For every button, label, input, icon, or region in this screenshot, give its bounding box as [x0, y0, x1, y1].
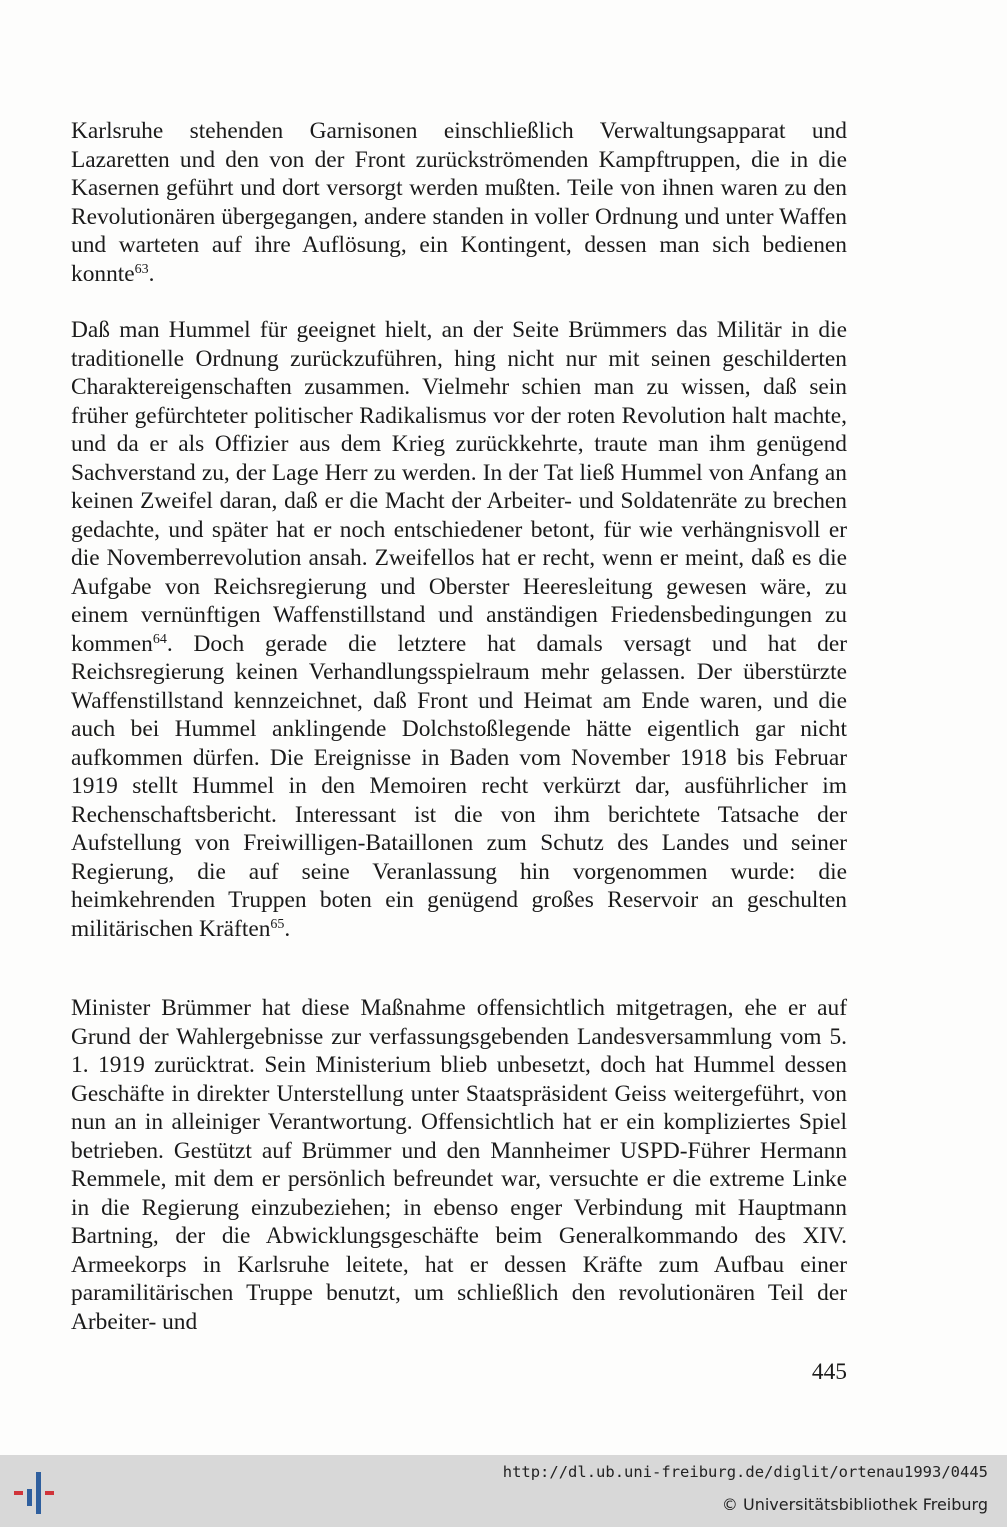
copyright-notice: © Universitätsbibliothek Freiburg	[721, 1495, 988, 1514]
paragraph-3	[71, 994, 847, 1336]
paragraph-1	[71, 117, 847, 288]
ub-freiburg-logo-icon[interactable]	[12, 1466, 64, 1516]
footnote-ref-63: 63	[134, 261, 149, 277]
page-number: 445	[811, 1359, 847, 1385]
footnote-ref-64: 64	[152, 631, 167, 647]
paragraph-2-text-b: . Doch gerade die letztere hat damals versagt und hat der Reichsregierung keinen Verhandlungsspielraum mehr gelassen. Der überstürzte Waffenstillstand kennzeichnet, daß Front und Heimat am Ende waren, und die auch bei Hummel anklingende Dolchstoßlegende hätte eigentlich gar nicht aufkommen dürfen. Die Ereignisse in Baden vom November 1918 bis Februar 1919 stellt Hummel in den Memoiren recht verkürzt dar, ausführlicher im Rechenschaftsbericht. Interessant ist die von ihm berichtete Tatsache der Aufstellung von Freiwilligen-Bataillonen zum Schutz des Landes und seiner Regierung, die auf seine Veranlassung hin vorgenommen wurde: die heimkehrenden Truppen boten ein genügend großes Reservoir an geschulten militärischen Kräften	[71, 630, 847, 942]
source-url-link[interactable]: http://dl.ub.uni-freiburg.de/diglit/ortenau1993/0445	[502, 1463, 988, 1481]
footnote-ref-65: 65	[270, 916, 285, 932]
paragraph-2-end: .	[284, 915, 291, 942]
paragraph-3-text: Minister Brümmer hat diese Maßnahme offensichtlich mitgetragen, ehe er auf Grund der Wahlergebnisse zur verfassungsgebenden Landesversammlung vom 5. 1. 1919 zurücktrat. Sein Ministerium blieb unbesetzt, doch hat Hummel dessen Geschäfte in direkter Unterstellung unter Staatspräsident Geiss weitergeführt, von nun an in alleiniger Verantwortung. Offensichtlich hat er ein kompliziertes Spiel betrieben. Gestützt auf Brümmer und den Mannheimer USPD-Führer Hermann Remmele, mit dem er persönlich befreundet war, versuchte er die extreme Linke in die Regierung einzubeziehen; in ebenso enger Verbindung mit Hauptmann Bartning, der die Abwicklungsgeschäfte beim Generalkommando des XIV. Armeekorps in Karlsruhe leitete, hat er dessen Kräfte zum Aufbau einer paramilitärischen Truppe benutzt, um schließlich den revolutionären Teil der Arbeiter- und	[71, 995, 847, 1335]
footer-bar	[0, 1455, 1007, 1527]
paragraph-2-text-a: Daß man Hummel für geeignet hielt, an der Seite Brümmers das Militär in die traditionelle Ordnung zurückzuführen, hing nicht nur mit seinen geschilderten Charaktereigenschaften zusammen. Vielmehr schien man zu wissen, daß sein früher gefürchteter politischer Radikalismus vor der roten Revolution halt machte, und da er als Offizier aus dem Krieg zurückkehrte, traute man ihm genügend Sachverstand zu, der Lage Herr zu werden. In der Tat ließ Hummel von Anfang an keinen Zweifel daran, daß er die Macht der Arbeiter- und Soldatenräte zu brechen gedachte, und später hat er noch entschiedener betont, für wie verhängnisvoll er die Novemberrevolution ansah. Zweifellos hat er recht, wenn er meint, daß es die Aufgabe von Reichsregierung und Oberster Heeresleitung gewesen wäre, zu einem vernünftigen Waffenstillstand und anständigen Friedensbedingungen zu kommen	[71, 317, 847, 657]
paragraph-2	[71, 316, 847, 943]
paragraph-1-text: Karlsruhe stehenden Garnisonen einschließlich Verwaltungsapparat und Lazaretten und den von der Front zurückströmenden Kampftruppen, die in die Kasernen geführt und dort versorgt werden mußten. Teile von ihnen waren zu den Revolutionären übergegangen, andere standen in voller Ordnung und unter Waffen und warteten auf ihre Auflösung, ein Kontingent, dessen man sich bedienen konnte	[71, 118, 847, 287]
paragraph-1-end: .	[148, 260, 155, 287]
